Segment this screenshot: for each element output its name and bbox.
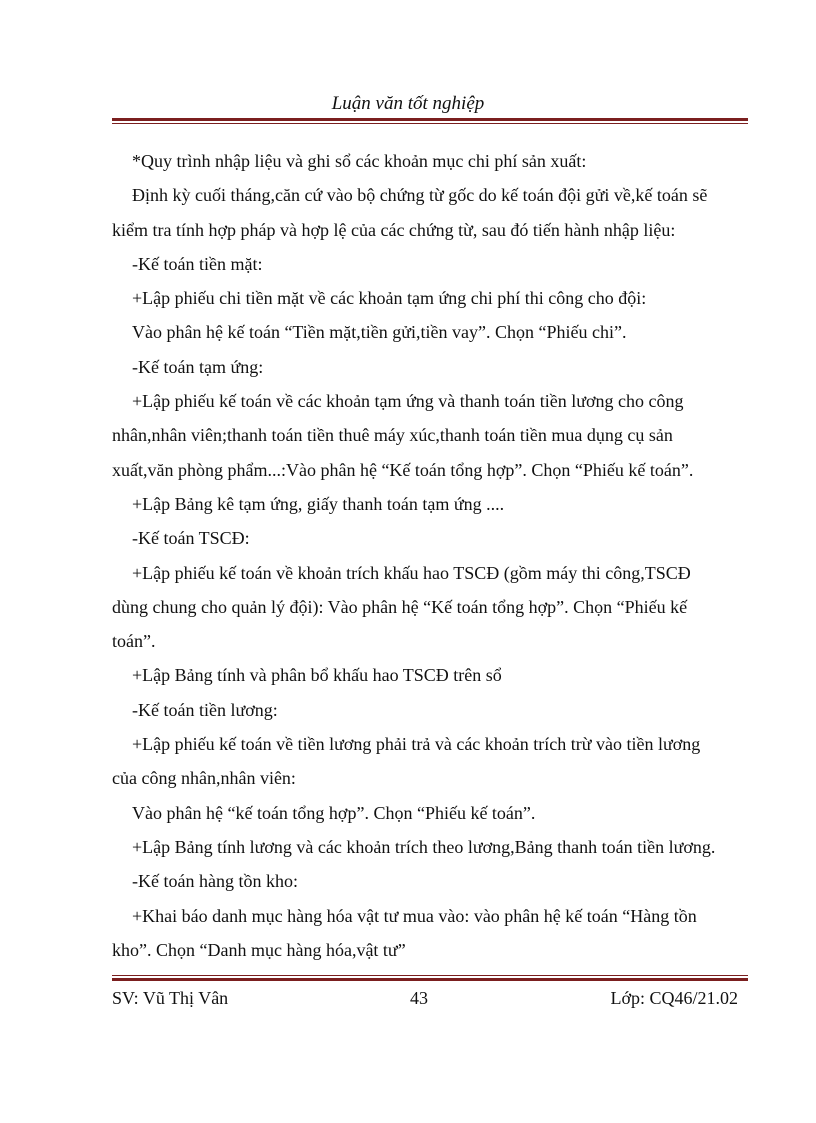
body-line: nhân,nhân viên;thanh toán tiền thuê máy xúc,thanh toán tiền mua dụng cụ sản [112, 425, 673, 446]
body-line: +Lập phiếu kế toán về các khoản tạm ứng và thanh toán tiền lương cho công [132, 391, 684, 412]
body-line: toán”. [112, 631, 156, 652]
footer [112, 985, 748, 1011]
body-text [112, 144, 748, 967]
body-line: -Kế toán tiền lương: [132, 699, 278, 720]
header-rule-thin [112, 123, 748, 124]
body-line: *Quy trình nhập liệu và ghi sổ các khoản mục chi phí sản xuất: [132, 151, 587, 171]
body-line: +Lập phiếu kế toán về khoản trích khấu hao TSCĐ (gồm máy thi công,TSCĐ [132, 562, 691, 583]
body-line: -Kế toán tạm ứng: [132, 356, 264, 377]
body-line: +Lập phiếu chi tiền mặt về các khoản tạm ứng chi phí thi công cho đội: [132, 288, 647, 309]
header-rule [112, 118, 748, 124]
footer-class: Lớp: CQ46/21.02 [610, 988, 738, 1008]
body-line: +Lập Bảng kê tạm ứng, giấy thanh toán tạm ứng .... [132, 493, 505, 514]
footer-rule-thin [112, 975, 748, 976]
body-line: -Kế toán TSCĐ: [132, 528, 250, 549]
body-line: của công nhân,nhân viên: [112, 768, 296, 789]
body-line: Vào phân hệ “kế toán tổng hợp”. Chọn “Phiếu kế toán”. [132, 802, 536, 823]
header-title: Luận văn tốt nghiệp [331, 93, 485, 114]
footer-rule-thick [112, 978, 748, 981]
body-line: Vào phân hệ kế toán “Tiền mặt,tiền gửi,tiền vay”. Chọn “Phiếu chi”. [132, 322, 627, 343]
body-line: dùng chung cho quản lý đội): Vào phân hệ “Kế toán tổng hợp”. Chọn “Phiếu kế [112, 596, 688, 617]
footer-page-number: 43 [410, 988, 428, 1008]
body-line: kho”. Chọn “Danh mục hàng hóa,vật tư” [112, 939, 406, 960]
footer-rule [112, 975, 748, 981]
body-line: +Lập Bảng tính lương và các khoản trích theo lương,Bảng thanh toán tiền lương. [132, 836, 716, 857]
body-line: Định kỳ cuối tháng,căn cứ vào bộ chứng từ gốc do kế toán đội gửi về,kế toán sẽ [132, 185, 708, 206]
body-line: +Lập phiếu kế toán về tiền lương phải trả và các khoản trích trừ vào tiền lương [132, 734, 701, 755]
body-line: -Kế toán tiền mặt: [132, 253, 263, 274]
header-rule-thick [112, 118, 748, 121]
body-line: kiểm tra tính hợp pháp và hợp lệ của các chứng từ, sau đó tiến hành nhập liệu: [112, 219, 676, 240]
body-line: +Khai báo danh mục hàng hóa vật tư mua vào: vào phân hệ kế toán “Hàng tồn [132, 905, 697, 926]
body-line: -Kế toán hàng tồn kho: [132, 871, 298, 892]
body-line: xuất,văn phòng phẩm...:Vào phân hệ “Kế toán tổng hợp”. Chọn “Phiếu kế toán”. [112, 459, 694, 480]
body-line: +Lập Bảng tính và phân bổ khấu hao TSCĐ trên sổ [132, 665, 502, 686]
footer-student: SV: Vũ Thị Vân [112, 988, 229, 1008]
